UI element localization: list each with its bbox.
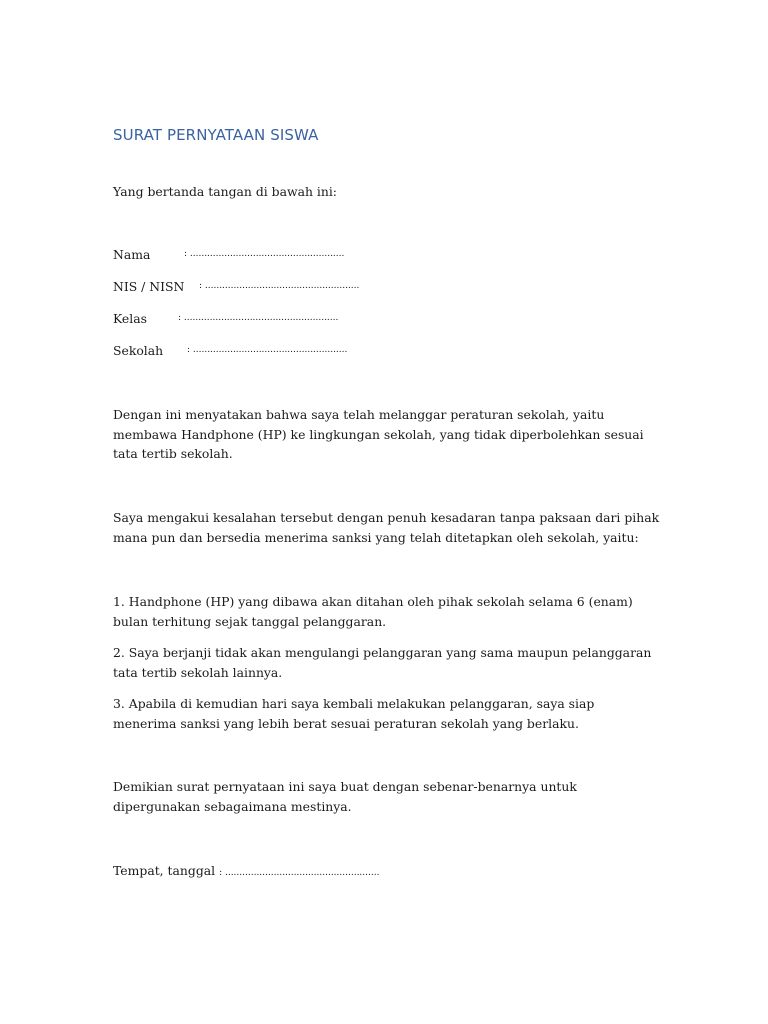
field-value: : ...................................................... xyxy=(199,281,360,291)
sanction-item-1: 1. Handphone (HP) yang dibawa akan ditahan oleh pihak sekolah selama 6 (enam) bulan terhitung sejak tanggal pelanggaran. xyxy=(113,594,633,629)
field-label: Sekolah xyxy=(113,343,164,358)
sanction-item-2: 2. Saya berjanji tidak akan mengulangi pelanggaran yang sama maupun pelanggaran tata tertib sekolah lainnya. xyxy=(113,645,652,680)
document-title: SURAT PERNYATAAN SISWA xyxy=(113,126,319,144)
field-value: : ...................................................... xyxy=(178,313,339,323)
field-label: Nama xyxy=(113,247,151,262)
field-label: NIS / NISN xyxy=(113,279,185,294)
field-value: : ...................................................... xyxy=(184,249,345,259)
paragraph-acknowledgement: Saya mengakui kesalahan tersebut dengan penuh kesadaran tanpa paksaan dari pihak mana pun dan bersedia menerima sanksi yang telah ditetapkan oleh sekolah, yaitu: xyxy=(113,510,660,545)
field-kelas xyxy=(113,309,339,329)
field-sekolah xyxy=(113,341,348,361)
sanction-item-3: 3. Apabila di kemudian hari saya kembali melakukan pelanggaran, saya siap menerima sanksi yang lebih berat sesuai peraturan sekolah yang berlaku. xyxy=(113,696,595,731)
field-place-date xyxy=(113,861,379,884)
field-value: : ...................................................... xyxy=(187,345,348,355)
field-value: : ...................................................... xyxy=(219,868,380,878)
field-nis-nisn xyxy=(113,277,360,297)
paragraph-violation: Dengan ini menyatakan bahwa saya telah melanggar peraturan sekolah, yaitu membawa Handphone (HP) ke lingkungan sekolah, yang tidak diperbolehkan sesuai tata tertib sekolah. xyxy=(113,407,644,461)
intro-text: Yang bertanda tangan di bawah ini: xyxy=(113,184,337,199)
field-label: Tempat, tanggal xyxy=(113,863,216,878)
field-label: Kelas xyxy=(113,311,147,326)
closing-paragraph: Demikian surat pernyataan ini saya buat dengan sebenar-benarnya untuk dipergunakan sebagaimana mestinya. xyxy=(113,779,577,814)
field-nama xyxy=(113,245,345,265)
